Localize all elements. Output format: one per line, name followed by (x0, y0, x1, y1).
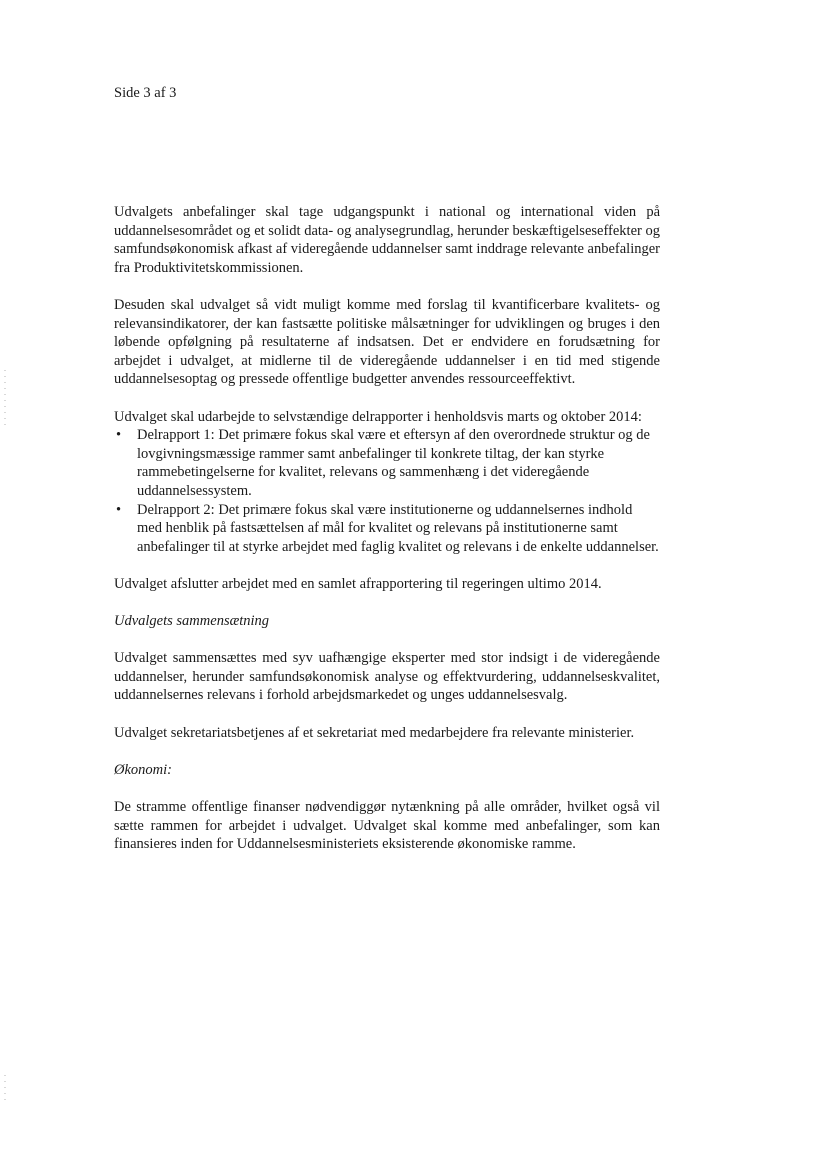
bullet-icon: • (116, 501, 122, 518)
paragraph-subreports-intro: Udvalget skal udarbejde to selvstændige delrapporter i henholdsvis marts og oktober 2014: (114, 408, 642, 425)
paragraph-recommendations: Udvalgets anbefalinger skal tage udgangspunkt i national og international viden på uddannelsesområdet og et solidt data- og analysegrundlag, herunder beskæftigelseseffekter og samfundsøkonomisk afkast af videregående uddannelser samt inddrage relevante anbefalinger fra Produktivitetskommissionen. (114, 204, 660, 276)
paragraph-indicators: Desuden skal udvalget så vidt muligt komme med forslag til kvantificerbare kvalitets- og relevansindikatorer, der kan fastsætte politiske målsætninger for udviklingen og bruges i den løbende opfølgning på resultaterne af indsatsen. Det er endvidere en forudsætning for arbejdet i udvalget, at midlerne til de videregående uddannelser i en tid med stigende uddannelsesoptag og pressede offentlige budgetter anvendes ressourceeffektivt. (114, 296, 660, 388)
list-item (114, 501, 660, 557)
page-number-label: Side 3 af 3 (114, 85, 177, 101)
section-heading-composition: Udvalgets sammensætning (114, 613, 270, 630)
section-heading-economy: Økonomi: (114, 761, 172, 778)
paragraph-final-report: Udvalget afslutter arbejdet med en samlet afrapportering til regeringen ultimo 2014. (114, 575, 602, 592)
scan-edge-mark (4, 1075, 6, 1105)
paragraph-composition: Udvalget sammensættes med syv uafhængige eksperter med stor indsigt i de videregående uddannelser, herunder samfundsøkonomisk analyse og effektvurdering, uddannelseskvalitet, uddannelsernes relevans i forhold arbejdsmarkedet og unges uddannelsesvalg. (114, 650, 660, 704)
list-item-text: Delrapport 2: Det primære fokus skal være institutionerne og uddannelsernes indhold med henblik på fastsættelsen af mål for kvalitet og relevans på institutionerne samt anbefalinger til at styrke arbejdet med faglig kvalitet og relevans i de enkelte uddannelser. (137, 501, 659, 555)
paragraph-economy: De stramme offentlige finanser nødvendiggør nytænkning på alle områder, hvilket også vil sætte rammen for arbejdet i udvalget. Udvalget skal komme med anbefalinger, som kan finansieres inden for Uddannelsesministeriets eksisterende økonomiske ramme. (114, 799, 660, 853)
list-item-text: Delrapport 1: Det primære fokus skal være et eftersyn af den overordnede struktur og de lovgivningsmæssige rammer samt anbefalinger til konkrete tiltag, der kan styrke rammebetingelserne for kvalitet, relevans og sammenhæng i det videregående uddannelsessystem. (137, 427, 650, 499)
document-body (114, 203, 660, 872)
bullet-icon: • (116, 427, 122, 444)
subreports-list (114, 426, 660, 556)
paragraph-secretariat: Udvalget sekretariatsbetjenes af et sekretariat med medarbejdere fra relevante ministerier. (114, 724, 635, 741)
list-item (114, 426, 660, 500)
scan-edge-mark (4, 370, 6, 430)
